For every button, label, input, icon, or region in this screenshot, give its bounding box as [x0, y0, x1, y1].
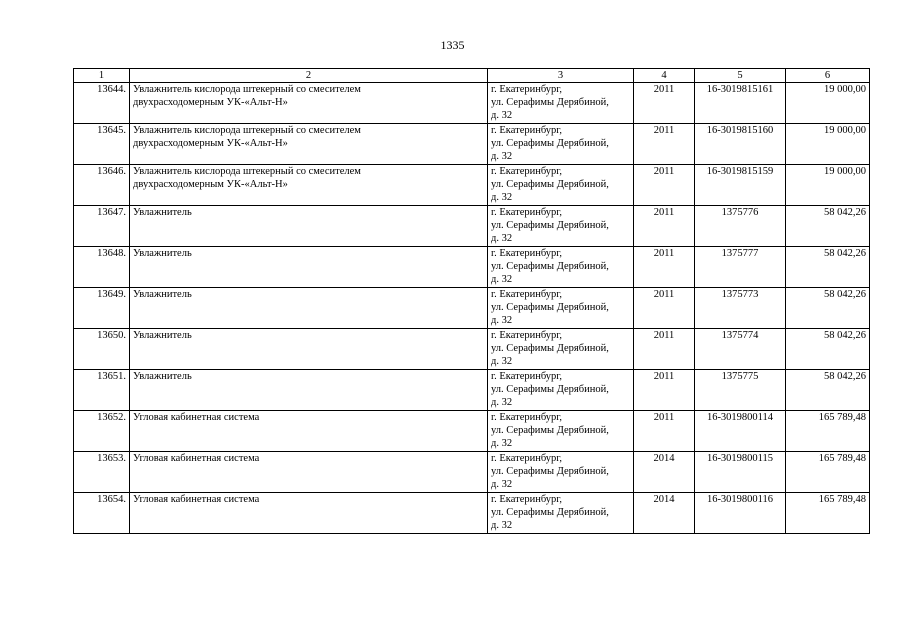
year-cell: 2011 — [634, 247, 695, 288]
table-row — [74, 370, 870, 411]
row-number-cell: 13650. — [74, 329, 130, 370]
address-line: д. 32 — [491, 397, 513, 408]
address-cell — [488, 493, 634, 534]
item-name-cell — [130, 288, 488, 329]
inventory-number-cell: 16-3019815160 — [695, 124, 786, 165]
table-row — [74, 329, 870, 370]
address-line: г. Екатеринбург, — [491, 84, 563, 95]
address-line: д. 32 — [491, 438, 513, 449]
year-cell: 2011 — [634, 288, 695, 329]
address-line: д. 32 — [491, 356, 513, 367]
row-number-cell: 13648. — [74, 247, 130, 288]
address-cell — [488, 329, 634, 370]
item-name-line: Увлажнитель — [133, 330, 192, 341]
address-line: ул. Серафимы Дерябиной, — [491, 179, 609, 190]
address-line: д. 32 — [491, 151, 513, 162]
row-number-cell: 13644. — [74, 83, 130, 124]
page-number: 1335 — [440, 38, 465, 52]
row-number-cell: 13645. — [74, 124, 130, 165]
item-name-line: Угловая кабинетная система — [133, 412, 260, 423]
item-name-cell — [130, 452, 488, 493]
address-line: г. Екатеринбург, — [491, 371, 563, 382]
table-row — [74, 411, 870, 452]
column-header: 5 — [695, 69, 786, 83]
item-name-line: Угловая кабинетная система — [133, 453, 260, 464]
item-name-cell — [130, 370, 488, 411]
item-name-line: двухрасходомерным УК-«Альт-Н» — [133, 97, 288, 108]
cost-cell: 19 000,00 — [786, 124, 870, 165]
inventory-number-cell: 1375774 — [695, 329, 786, 370]
table-row — [74, 452, 870, 493]
row-number-cell: 13653. — [74, 452, 130, 493]
column-number-row — [74, 69, 870, 83]
item-name-line: Увлажнитель — [133, 248, 192, 259]
table-row — [74, 288, 870, 329]
item-name-line: Увлажнитель — [133, 207, 192, 218]
cost-cell: 19 000,00 — [786, 83, 870, 124]
address-line: г. Екатеринбург, — [491, 494, 563, 505]
address-line: д. 32 — [491, 192, 513, 203]
table-row — [74, 124, 870, 165]
year-cell: 2014 — [634, 493, 695, 534]
item-name-cell — [130, 329, 488, 370]
item-name-cell — [130, 165, 488, 206]
table-row — [74, 83, 870, 124]
column-header: 6 — [786, 69, 870, 83]
inventory-number-cell: 1375773 — [695, 288, 786, 329]
row-number-cell: 13654. — [74, 493, 130, 534]
item-name-cell — [130, 206, 488, 247]
item-name-line: двухрасходомерным УК-«Альт-Н» — [133, 138, 288, 149]
row-number-cell: 13646. — [74, 165, 130, 206]
address-cell — [488, 411, 634, 452]
year-cell: 2011 — [634, 329, 695, 370]
address-line: г. Екатеринбург, — [491, 248, 563, 259]
cost-cell: 58 042,26 — [786, 329, 870, 370]
year-cell: 2011 — [634, 83, 695, 124]
item-name-line: Угловая кабинетная система — [133, 494, 260, 505]
address-line: д. 32 — [491, 274, 513, 285]
table-row — [74, 493, 870, 534]
inventory-number-cell: 16-3019815161 — [695, 83, 786, 124]
address-cell — [488, 206, 634, 247]
cost-cell: 58 042,26 — [786, 206, 870, 247]
address-line: г. Екатеринбург, — [491, 453, 563, 464]
address-line: ул. Серафимы Дерябиной, — [491, 507, 609, 518]
address-line: г. Екатеринбург, — [491, 289, 563, 300]
address-line: г. Екатеринбург, — [491, 330, 563, 341]
year-cell: 2011 — [634, 124, 695, 165]
address-line: ул. Серафимы Дерябиной, — [491, 466, 609, 477]
table-row — [74, 165, 870, 206]
inventory-number-cell: 16-3019800116 — [695, 493, 786, 534]
inventory-number-cell: 1375775 — [695, 370, 786, 411]
table-body — [74, 83, 870, 534]
inventory-number-cell: 1375776 — [695, 206, 786, 247]
column-header: 4 — [634, 69, 695, 83]
address-line: г. Екатеринбург, — [491, 412, 563, 423]
item-name-cell — [130, 83, 488, 124]
address-cell — [488, 83, 634, 124]
item-name-cell — [130, 247, 488, 288]
address-cell — [488, 288, 634, 329]
property-registry-table — [73, 68, 870, 534]
cost-cell: 58 042,26 — [786, 247, 870, 288]
item-name-line: Увлажнитель кислорода штекерный со смесителем — [133, 166, 361, 177]
address-cell — [488, 452, 634, 493]
row-number-cell: 13651. — [74, 370, 130, 411]
item-name-line: Увлажнитель кислорода штекерный со смесителем — [133, 125, 361, 136]
row-number-cell: 13647. — [74, 206, 130, 247]
table-row — [74, 247, 870, 288]
cost-cell: 165 789,48 — [786, 493, 870, 534]
address-line: г. Екатеринбург, — [491, 207, 563, 218]
address-line: ул. Серафимы Дерябиной, — [491, 425, 609, 436]
address-line: ул. Серафимы Дерябиной, — [491, 343, 609, 354]
year-cell: 2011 — [634, 370, 695, 411]
cost-cell: 58 042,26 — [786, 288, 870, 329]
address-line: ул. Серафимы Дерябиной, — [491, 261, 609, 272]
item-name-cell — [130, 124, 488, 165]
address-line: ул. Серафимы Дерябиной, — [491, 384, 609, 395]
cost-cell: 58 042,26 — [786, 370, 870, 411]
item-name-cell — [130, 411, 488, 452]
address-line: д. 32 — [491, 520, 513, 531]
address-line: г. Екатеринбург, — [491, 125, 563, 136]
cost-cell: 165 789,48 — [786, 411, 870, 452]
address-line: д. 32 — [491, 233, 513, 244]
cost-cell: 19 000,00 — [786, 165, 870, 206]
column-header: 2 — [130, 69, 488, 83]
row-number-cell: 13652. — [74, 411, 130, 452]
address-cell — [488, 247, 634, 288]
inventory-number-cell: 16-3019800114 — [695, 411, 786, 452]
address-line: ул. Серафимы Дерябиной, — [491, 138, 609, 149]
address-line: д. 32 — [491, 110, 513, 121]
address-cell — [488, 124, 634, 165]
row-number-cell: 13649. — [74, 288, 130, 329]
address-line: г. Екатеринбург, — [491, 166, 563, 177]
year-cell: 2014 — [634, 452, 695, 493]
item-name-line: Увлажнитель — [133, 371, 192, 382]
column-header: 3 — [488, 69, 634, 83]
item-name-cell — [130, 493, 488, 534]
inventory-number-cell: 16-3019800115 — [695, 452, 786, 493]
item-name-line: Увлажнитель — [133, 289, 192, 300]
address-line: ул. Серафимы Дерябиной, — [491, 97, 609, 108]
year-cell: 2011 — [634, 411, 695, 452]
address-line: ул. Серафимы Дерябиной, — [491, 302, 609, 313]
address-cell — [488, 165, 634, 206]
inventory-number-cell: 1375777 — [695, 247, 786, 288]
year-cell: 2011 — [634, 165, 695, 206]
address-line: ул. Серафимы Дерябиной, — [491, 220, 609, 231]
table-row — [74, 206, 870, 247]
year-cell: 2011 — [634, 206, 695, 247]
column-header: 1 — [74, 69, 130, 83]
address-line: д. 32 — [491, 315, 513, 326]
item-name-line: двухрасходомерным УК-«Альт-Н» — [133, 179, 288, 190]
inventory-number-cell: 16-3019815159 — [695, 165, 786, 206]
address-line: д. 32 — [491, 479, 513, 490]
cost-cell: 165 789,48 — [786, 452, 870, 493]
item-name-line: Увлажнитель кислорода штекерный со смесителем — [133, 84, 361, 95]
address-cell — [488, 370, 634, 411]
